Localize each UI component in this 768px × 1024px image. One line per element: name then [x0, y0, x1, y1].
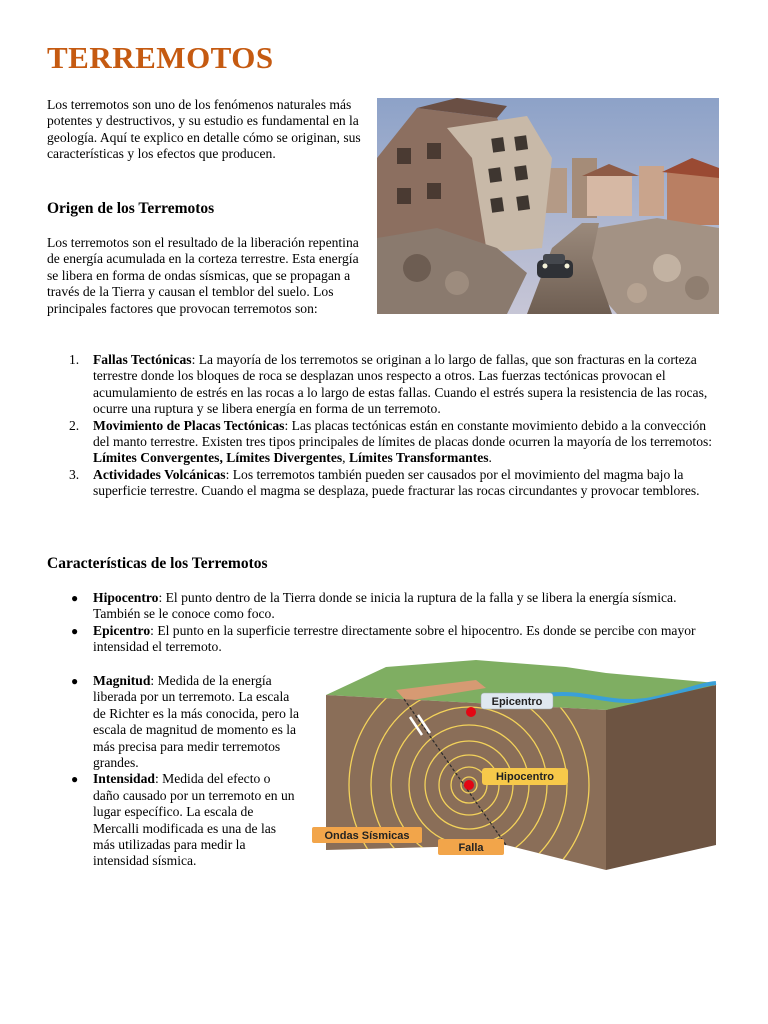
list-separator: , [342, 450, 349, 466]
list-item [47, 622, 696, 656]
list-term-bold: Límites Transformantes [348, 450, 489, 466]
list-item [47, 467, 723, 500]
hipocentro-point [464, 780, 474, 790]
list-term: Intensidad [93, 771, 155, 787]
list-text: : El punto en la superficie terrestre directamente sobre el hipocentro. Es donde se percibe con mayor intensidad el terremoto. [93, 622, 696, 655]
list-term-bold: Límites Convergentes, Límites Divergentes [93, 450, 343, 466]
list-term: Magnitud [93, 673, 151, 688]
list-item [47, 418, 723, 467]
bullet-icon: ● [71, 623, 79, 638]
characteristics-heading: Características de los Terremotos [47, 555, 268, 572]
earthquake-diagram [306, 655, 726, 870]
list-number: 2. [69, 417, 80, 433]
ondas-label: Ondas Sísmicas [324, 830, 410, 842]
page-title: TERREMOTOS [47, 40, 274, 75]
characteristics-list-top [47, 590, 723, 656]
epicentro-label: Epicentro [491, 696, 543, 708]
list-item [47, 771, 300, 869]
list-text: : Los terremotos también pueden ser causados por el movimiento del magma bajo la superficie terrestre. Cuando el magma se desplaza, puede fracturar las rocas circundantes y provocar temblores. [93, 466, 700, 499]
intro-paragraph: Los terremotos son uno de los fenómenos naturales más potentes y destructivos, y su estudio es fundamental en la geología. Aquí te explico en detalle cómo se originan, sus características y los efectos que producen. [47, 97, 361, 162]
bullet-icon: ● [71, 591, 79, 605]
list-number: 3. [69, 466, 80, 482]
list-item [47, 673, 300, 771]
list-text: : Medida de la energía liberada por un terremoto. La escala de Richter es la más conocida, pero la escala de magnitud de momento es la más precisa para medir terremotos grandes. [93, 673, 300, 771]
list-term: Hipocentro [93, 590, 159, 605]
hipocentro-label: Hipocentro [495, 771, 555, 783]
origin-heading: Origen de los Terremotos [47, 200, 215, 217]
list-text: : Medida del efecto o daño causado por un terremoto en un lugar específico. La escala de Mercalli modificada es una de las más utilizadas para medir la intensidad sísmica. [93, 771, 295, 869]
list-term: Movimiento de Placas Tectónicas [93, 417, 285, 433]
falla-label: Falla [458, 842, 484, 854]
list-term: Fallas Tectónicas [93, 352, 192, 367]
list-item [47, 590, 723, 623]
list-text: : Las placas tectónicas están en constante movimiento debido a la convección del manto terrestre. Existen tres tipos principales de límites de placas donde ocurren la mayoría de los terremotos: [93, 417, 713, 450]
list-text: : El punto dentro de la Tierra donde se inicia la ruptura de la falla y se libera la energía sísmica. También se le conoce como foco. [93, 590, 677, 622]
list-term: Epicentro [93, 622, 151, 638]
list-end: . [488, 450, 492, 466]
side-face [606, 685, 716, 870]
origin-list [47, 352, 723, 500]
epicentro-point [466, 707, 476, 717]
characteristics-list-bottom [47, 673, 300, 870]
bullet-icon: ● [71, 772, 79, 787]
list-number: 1. [69, 352, 80, 367]
origin-paragraph: Los terremotos son el resultado de la liberación repentina de energía acumulada en la corteza terrestre. Esta energía se libera en forma de ondas sísmicas, que se propagan a través de la Tierra y causan el temblor del suelo. Los principales factores que provocan terremotos son: [47, 235, 359, 316]
bullet-icon: ● [71, 674, 79, 688]
list-term: Actividades Volcánicas [93, 466, 226, 482]
list-text: : La mayoría de los terremotos se originan a lo largo de fallas, que son fracturas en la corteza terrestre donde los bloques de roca se desplazan unos respecto a otros. Las fuerzas tectónicas provocan el acumulamiento de estrés en las rocas a lo largo de estas fallas. Cuando el estrés supera la resistencia de las rocas, ocurre una ruptura y se libera energía en forma de un terremoto. [93, 352, 708, 417]
list-item [47, 352, 723, 418]
earthquake-damage-photo [377, 98, 719, 314]
